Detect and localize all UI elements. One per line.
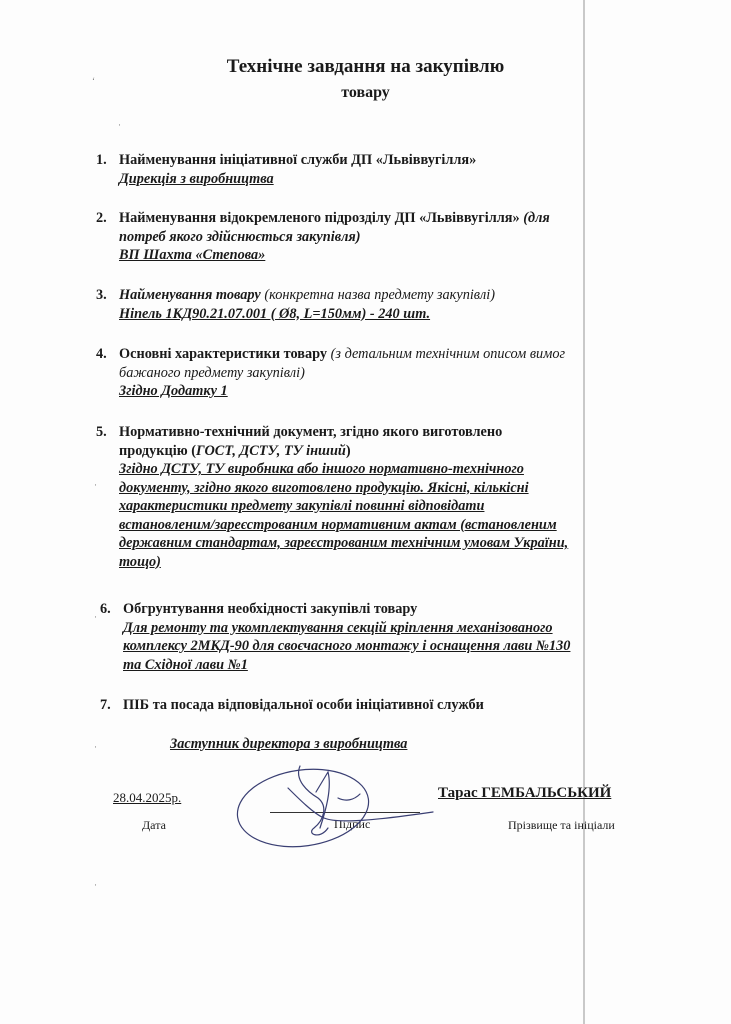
section-note: (конкретна назва предмету закупівлі) bbox=[264, 287, 495, 303]
name-caption: Прізвище та ініціали bbox=[508, 818, 615, 832]
section-heading: Найменування ініціативної служби ДП «Львіввугілля» bbox=[119, 152, 477, 168]
section-heading: Нормативно-технічний документ, згідно якого виготовлено bbox=[119, 424, 503, 440]
section-value: Згідно Додатку 1 bbox=[119, 383, 228, 399]
handwritten-signature bbox=[228, 758, 438, 858]
signatory-name: Тарас ГЕМБАЛЬСЬКИЙ bbox=[438, 785, 612, 801]
section-value-line: Згідно ДСТУ, ТУ виробника або іншого нормативно-технічного bbox=[119, 461, 524, 477]
section-heading: Найменування товару bbox=[119, 287, 261, 303]
section-5 bbox=[96, 423, 696, 571]
responsible-position: Заступник директора з виробництва bbox=[170, 736, 408, 752]
section-note-cont: бажаного предмету закупівлі) bbox=[119, 364, 305, 381]
signature-date: 28.04.2025р. bbox=[113, 790, 182, 805]
section-number: 4. bbox=[96, 346, 107, 362]
section-value-line: комплексу 2МКД-90 для своєчасного монтажу і оснащення лави №130 bbox=[123, 638, 571, 654]
section-number: 2. bbox=[96, 210, 107, 226]
section-value: Дирекція з виробництва bbox=[119, 170, 274, 187]
section-heading-standards: ГОСТ, ДСТУ, ТУ інший bbox=[196, 442, 346, 459]
section-number: 5. bbox=[96, 424, 107, 440]
scan-speck: · bbox=[94, 480, 97, 490]
section-number: 1. bbox=[96, 152, 107, 168]
section-value-line: державним стандартам, зареєстрованим технічним умовам України, bbox=[119, 535, 569, 551]
section-note: (з детальним технічним описом вимог bbox=[330, 346, 566, 362]
scan-speck: ‘ bbox=[92, 76, 95, 86]
section-value-line: характеристики предмету закупівлі повинні відповідати bbox=[119, 498, 485, 514]
scan-speck: · bbox=[118, 120, 121, 130]
section-number: 3. bbox=[96, 287, 107, 303]
section-3 bbox=[96, 286, 676, 323]
section-heading: Обгрунтування необхідності закупівлі товару bbox=[123, 601, 418, 617]
section-heading: Основні характеристики товару bbox=[119, 346, 328, 362]
section-value-line: та Східної лави №1 bbox=[123, 656, 248, 673]
section-note-cont: потреб якого здійснюється закупівля) bbox=[119, 228, 361, 245]
section-value-line: Для ремонту та укомплектування секцій кріплення механізованого bbox=[123, 619, 553, 636]
section-4 bbox=[96, 345, 676, 401]
scan-speck: · bbox=[94, 612, 97, 622]
section-value: Ніпель 1КД90.21.07.001 ( Ø8, L=150мм) - 240 шт. bbox=[119, 305, 431, 322]
section-1 bbox=[96, 151, 656, 188]
section-heading: ПІБ та посада відповідальної особи ініціативної служби bbox=[123, 697, 484, 713]
section-value: ВП Шахта «Степова» bbox=[119, 247, 266, 263]
document-subtitle: товару bbox=[341, 84, 390, 101]
signature-caption: Підпис bbox=[334, 817, 371, 831]
section-7 bbox=[100, 696, 700, 715]
section-value-line: встановленим/зареєстрованим нормативним актам (встановленим bbox=[119, 516, 557, 533]
section-number: 7. bbox=[100, 697, 111, 713]
section-2 bbox=[96, 209, 676, 265]
section-value-line: тощо) bbox=[119, 553, 161, 570]
section-note: (для bbox=[523, 210, 550, 226]
section-value-line: документу, згідно якого виготовлено продукцію. Якісні, кількісні bbox=[119, 479, 529, 496]
section-heading-cont: продукцію ( bbox=[119, 442, 197, 459]
scan-speck: · bbox=[94, 742, 97, 752]
document-title: Технічне завдання на закупівлю bbox=[226, 56, 505, 77]
scan-speck: · bbox=[94, 880, 97, 890]
section-heading-close: ) bbox=[345, 442, 351, 459]
date-caption: Дата bbox=[142, 818, 166, 832]
section-number: 6. bbox=[100, 601, 111, 617]
section-6 bbox=[100, 600, 700, 674]
section-heading: Найменування відокремленого підрозділу ДП «Львіввугілля» bbox=[119, 210, 520, 226]
